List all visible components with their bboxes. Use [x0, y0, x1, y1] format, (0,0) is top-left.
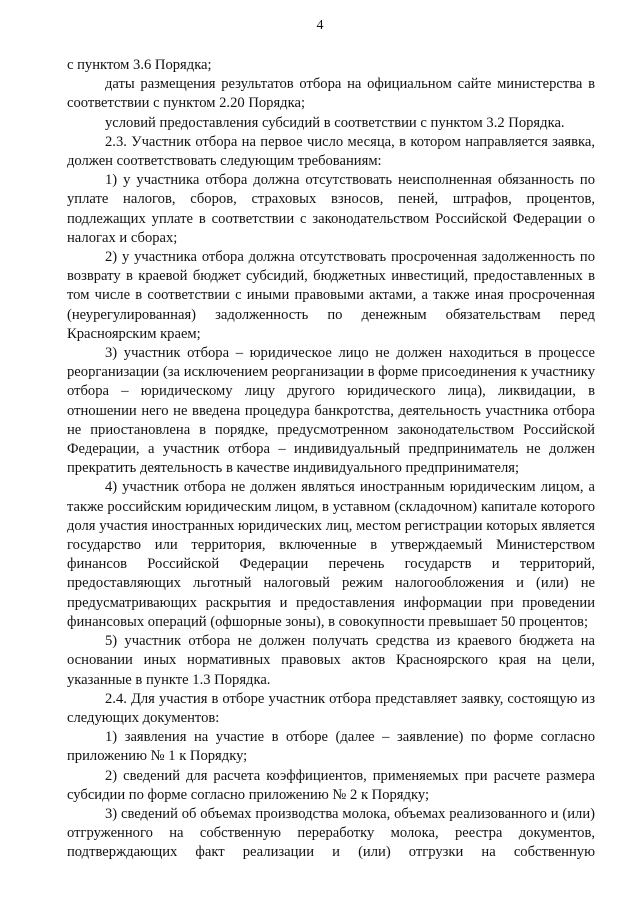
paragraph: 3) сведений об объемах производства молока, объемах реализованного и (или) отгруженного на собственную переработку молока, реестра документов, подтверждающих факт реализации и (или) отгрузки на собственную — [67, 805, 595, 861]
paragraph: 3) участник отбора – юридическое лицо не должен находиться в процессе реорганизации (за исключением реорганизации в форме присоединения к участнику отбора – юридическому лицу другого юридического лица), ликвидации, в отношении него не введена процедура банкротства, деятельность участника отбора не приостановлена в порядке, предусмотренном законодательством Российской Федерации, а участник отбора – индивидуальный предприниматель не должен прекратить деятельность в качестве индивидуального предпринимателя; — [67, 345, 595, 477]
paragraph: 2.4. Для участия в отборе участник отбора представляет заявку, состоящую из следующих документов: — [67, 690, 595, 726]
paragraph: 4) участник отбора не должен являться иностранным юридическим лицом, а также российским юридическим лицом, в уставном (складочном) капитале которого доля участия иностранных юридических лиц, местом регистрации которых является государство или территория, включенные в утверждаемый Министерством финансов Российской Федерации перечень государств и территорий, предоставляющих льготный налоговый режим налогообложения и (или) не предусматривающих раскрытия и предоставления информации при проведении финансовых операций (офшорные зоны), в совокупности превышает 50 процентов; — [67, 479, 595, 630]
document-body — [67, 56, 595, 863]
paragraph: 2.3. Участник отбора на первое число месяца, в котором направляется заявка, должен соответствовать следующим требованиям: — [67, 133, 595, 170]
paragraph: 2) у участника отбора должна отсутствовать просроченная задолженность по возврату в краевой бюджет субсидий, бюджетных инвестиций, предоставленных в том числе в соответствии с иными правовыми актами, а также иная просроченная (неурегулированная) задолженность по денежным обязательствам перед Красноярским краем; — [67, 249, 595, 342]
page-number: 4 — [316, 18, 324, 33]
paragraph: 1) заявления на участие в отборе (далее – заявление) по форме согласно приложению № 1 к Порядку; — [67, 729, 595, 765]
paragraph: 1) у участника отбора должна отсутствовать неисполненная обязанность по уплате налогов, сборов, страховых взносов, пеней, штрафов, процентов, подлежащих уплате в соответствии с законодательством Российской Федерации о налогах и сборах; — [67, 172, 595, 246]
paragraph: с пунктом 3.6 Порядка; — [67, 57, 212, 73]
paragraph: 2) сведений для расчета коэффициентов, применяемых при расчете размера субсидии по форме согласно приложению № 2 к Порядку; — [67, 767, 595, 803]
paragraph: условий предоставления субсидий в соответствии с пунктом 3.2 Порядка. — [105, 114, 565, 131]
paragraph: даты размещения результатов отбора на официальном сайте министерства в соответствии с пунктом 2.20 Порядка; — [67, 76, 595, 112]
paragraph: 5) участник отбора не должен получать средства из краевого бюджета на основании иных нормативных правовых актов Красноярского края на цели, указанные в пункте 1.3 Порядка. — [67, 633, 595, 688]
